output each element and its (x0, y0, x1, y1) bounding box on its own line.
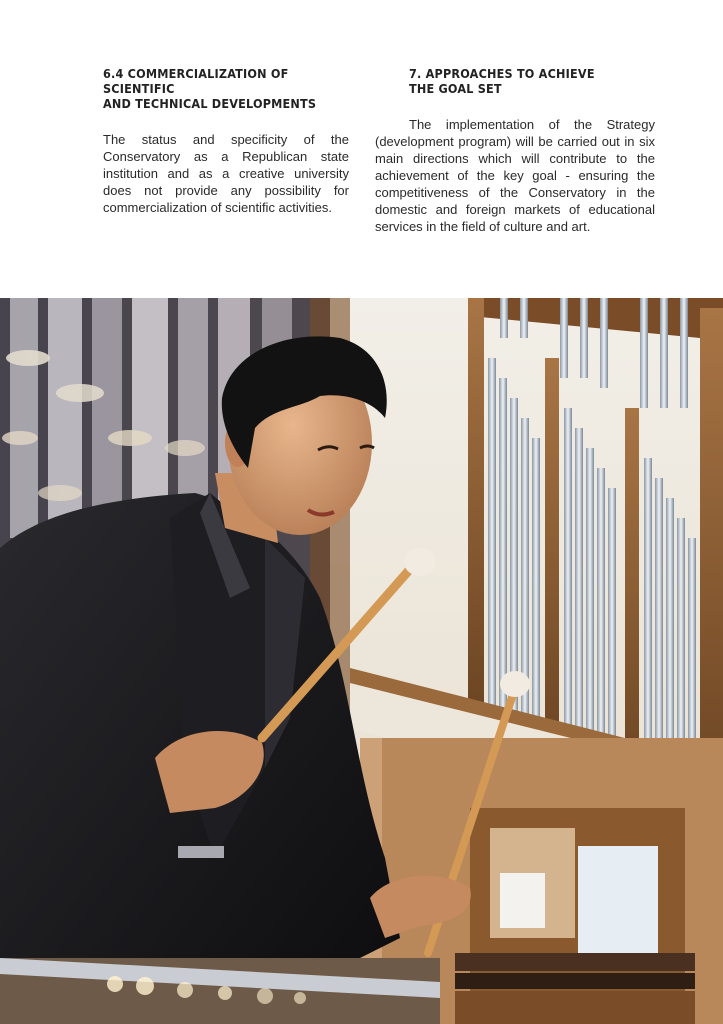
section-heading (103, 66, 349, 111)
photo-illustration (0, 298, 723, 1024)
percussionist-photo (0, 298, 723, 1024)
heading-line-2: THE GOAL SET (409, 81, 502, 96)
heading-line-2: AND TECHNICAL DEVELOPMENTS (103, 96, 317, 111)
heading-line-1: 6.4 COMMERCIALIZATION OF SCIENTIFIC (103, 66, 289, 96)
section-7 (375, 66, 655, 248)
section-6-4 (103, 66, 349, 229)
marimba-foreground (0, 958, 440, 1024)
section-heading (409, 66, 655, 96)
heading-line-1: 7. APPROACHES TO ACHIEVE (409, 66, 595, 81)
section-body: The implementation of the Strategy (development program) will be carried out in six main directions which will contribute to the achievement of the key goal - ensuring the competitiveness of the Conservatory in the domestic and foreign markets of educational services in the field of culture and art. (375, 117, 655, 234)
section-body: The status and specificity of the Conservatory as a Republican state institution and as a creative university does not provide any possibility for commercialization of scientific activities. (103, 132, 349, 215)
